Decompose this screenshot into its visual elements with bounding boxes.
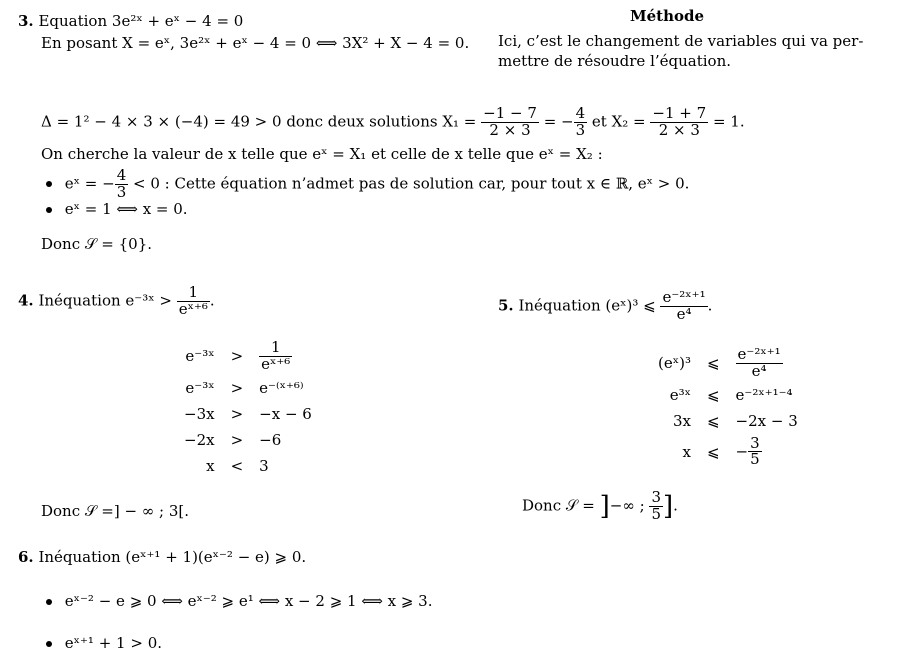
step-right: −6 — [259, 430, 282, 449]
method-line-2: mettre de résoudre l’équation. — [498, 52, 732, 70]
bullet-item-6b: eˣ⁺¹ + 1 > 0. — [46, 634, 162, 652]
search-line: On cherche la valeur de x telle que eˣ = X₁ et celle de x telle que eˣ = X₂ : — [41, 145, 603, 163]
step-operator: ⩽ — [706, 354, 720, 373]
bullet-icon — [46, 207, 52, 213]
step-left: −3x — [184, 404, 215, 423]
step-operator: ⩽ — [706, 442, 720, 461]
step-operator: < — [230, 456, 244, 475]
step-right: −x − 6 — [259, 404, 312, 423]
inequation-5-steps — [650, 345, 806, 470]
x2-fraction: $\frac{-1 + 7}{2 \times 3}$ — [652, 104, 707, 139]
step-row — [650, 434, 806, 471]
substitution-line: En posant X = eˣ, 3e²ˣ + eˣ − 4 = 0 ⟺ 3X² + X − 4 = 0. — [41, 34, 470, 52]
fraction: $\frac{3}{5}$ — [750, 433, 760, 469]
solution-set-5: Donc 𝒮 = ]−∞ ; $\frac{3}{5}$ ]. — [522, 488, 678, 523]
step-left: x — [682, 442, 691, 461]
step-right: − $\frac{3}{5}$ — [735, 433, 760, 469]
step-row — [176, 375, 320, 401]
section-6-heading: 6. Inéquation (eˣ⁺¹ + 1)(eˣ⁻² − e) ⩾ 0. — [18, 548, 307, 566]
bullet-item-2: eˣ = 1 ⟺ x = 0. — [46, 200, 188, 218]
heading-fraction: $\frac{\text{e⁻²ˣ⁺¹}}{\text{e⁴}}$ — [662, 288, 706, 323]
step-operator: > — [230, 378, 244, 397]
step-right: e⁻²ˣ⁺¹⁻⁴ — [735, 385, 793, 404]
step-row — [650, 408, 806, 434]
fraction: $\frac{1}{\text{eˣ⁺⁶}}$ — [261, 338, 291, 373]
step-operator: > — [230, 347, 244, 366]
bullet-item-1: eˣ = − $\frac{4}{3}$ < 0 : Cette équation n’admet pas de solution car, pour tout x ∈ ℝ, eˣ > 0. — [46, 168, 689, 201]
bullet-icon — [46, 641, 52, 647]
step-left: 3x — [672, 411, 691, 430]
step-row — [650, 345, 806, 382]
step-row — [176, 401, 320, 427]
step-right: e⁻⁽ˣ⁺⁶⁾ — [259, 378, 304, 397]
step-right: −2x − 3 — [735, 411, 798, 430]
x1-simplified-fraction: $\frac{4}{3}$ — [575, 104, 586, 139]
step-row — [650, 382, 806, 408]
step-left: (eˣ)³ — [658, 354, 691, 373]
bullet-item-6a: eˣ⁻² − e ⩾ 0 ⟺ eˣ⁻² ⩾ e¹ ⟺ x − 2 ⩾ 1 ⟺ x ⩾ 3. — [46, 592, 433, 610]
step-left: −2x — [184, 430, 215, 449]
inequation-4-steps — [176, 338, 320, 479]
section-5-heading: 5. Inéquation (eˣ)³ ⩽ $\frac{\text{e⁻²ˣ⁺¹}}{\text{e⁴}}$ . — [498, 288, 713, 323]
bullet-fraction: $\frac{4}{3}$ — [116, 166, 127, 201]
step-left: e⁻³ˣ — [185, 378, 215, 397]
step-row — [176, 338, 320, 375]
method-line-1: Ici, c’est le changement de variables qui va per- — [498, 32, 864, 50]
step-operator: ⩽ — [706, 411, 720, 430]
interval-fraction: $\frac{3}{5}$ — [651, 488, 661, 523]
solution-set-3: Donc 𝒮 = {0}. — [41, 235, 152, 253]
step-operator: > — [230, 430, 244, 449]
bullet-icon — [46, 181, 52, 187]
step-operator: > — [230, 404, 244, 423]
step-left: e⁻³ˣ — [185, 347, 215, 366]
method-title: Méthode — [630, 7, 705, 25]
delta-line: Δ = 1² − 4 × 3 × (−4) = 49 > 0 donc deux solutions X₁ = $\frac{-1 - 7}{2 \times 3}$ = − $\frac{4}{3}$ et X₂ = $\frac{-1 + 7}{2 \times 3}$ = 1. — [41, 104, 745, 139]
solution-set-4: Donc 𝒮 =] − ∞ ; 3[. — [41, 502, 190, 520]
step-row — [176, 427, 320, 453]
x1-fraction: $\frac{-1 - 7}{2 \times 3}$ — [483, 104, 537, 139]
step-right: 3 — [259, 456, 269, 475]
bullet-icon — [46, 599, 52, 605]
step-operator: ⩽ — [706, 385, 720, 404]
heading-fraction: $\frac{1}{\text{eˣ⁺⁶}}$ — [178, 283, 208, 318]
step-left: x — [206, 456, 215, 475]
section-3-heading: 3. Equation 3e²ˣ + eˣ − 4 = 0 — [18, 12, 244, 30]
step-right — [728, 345, 806, 382]
step-right — [251, 338, 320, 375]
step-row — [176, 453, 320, 479]
step-left: e³ˣ — [669, 385, 691, 404]
fraction: $\frac{\text{e⁻²ˣ⁺¹}}{\text{e⁴}}$ — [737, 345, 781, 380]
section-4-heading: 4. Inéquation e⁻³ˣ > $\frac{1}{\text{eˣ⁺⁶}}$ . — [18, 283, 215, 318]
